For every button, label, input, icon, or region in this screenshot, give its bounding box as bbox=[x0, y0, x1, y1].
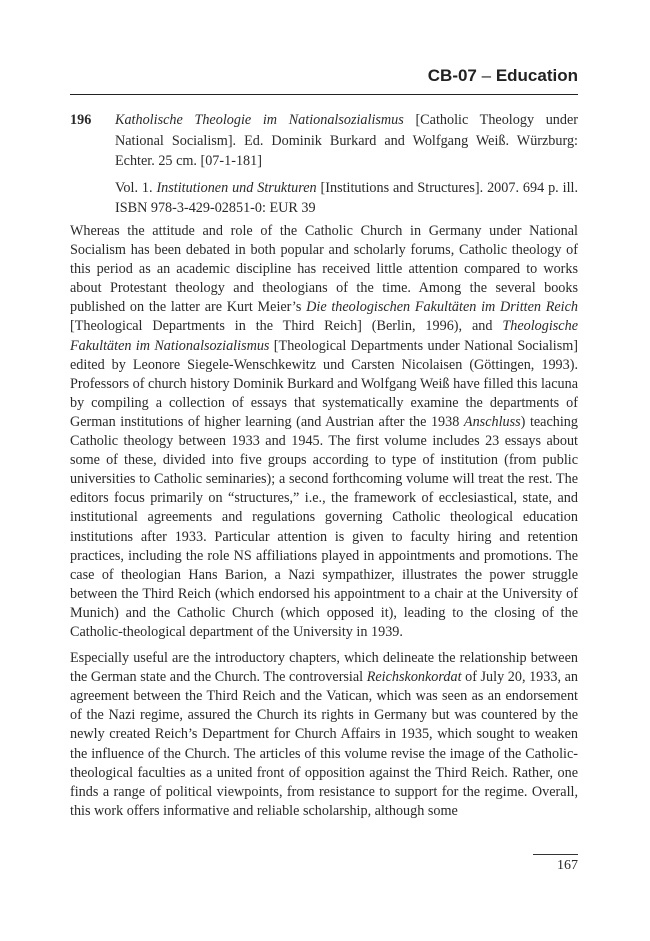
text-run: of July 20, 1933, an agreement between the Third Reich and the Vatican, which was seen as an endorsement of the Nazi regime, assured the Church its rights in Germany but was countered by the newly created Reich’s Department for Church Affairs in 1935, which sought to weaken the influence of the Church. The articles of this volume revise the image of the Catholic-theological faculties as a united front of opposition against the Third Reich. Rather, one finds a range of political viewpoints, from resistance to support for the regime. Overall, this work offers informative and reliable scholarship, although some bbox=[70, 669, 578, 819]
text-run: [Theological Departments in the Third Reich] (Berlin, 1996), and bbox=[70, 318, 503, 335]
review-body bbox=[70, 222, 578, 828]
bibliographic-entry bbox=[70, 110, 578, 219]
text-run: Whereas the attitude and role of the Catholic Church in Germany under National Socialism has been debated in both popular and scholarly forums, Catholic theology of this period as an academic discipline has received little attention compared to works about Protestant theology and theologians of the time. Among the several books published on the latter are Kurt Meier’s bbox=[70, 223, 578, 316]
entry-title: Katholische Theologie im Nationalsozialismus bbox=[115, 112, 404, 128]
review-paragraph-2 bbox=[70, 649, 578, 821]
review-paragraph-1 bbox=[70, 222, 578, 642]
text-run: [Theological Departments under National Socialism] edited by Leonore Siegele-Wenschkewitz und Carsten Nicolaisen (Göttingen, 1993). Professors of church history Dominik Burkard and Wolfgang Weiß have filled this lacuna by compiling a collection of essays that systematically examine the departments of German institutions of higher learning (and Austrian after the 1938 bbox=[70, 337, 579, 430]
entry-volume bbox=[115, 178, 578, 219]
header-rule bbox=[70, 94, 578, 95]
volume-prefix: Vol. 1. bbox=[115, 179, 157, 196]
italic-term: Anschluss bbox=[463, 413, 521, 430]
running-header bbox=[70, 66, 578, 86]
header-separator: – bbox=[481, 66, 492, 85]
entry-citation bbox=[115, 110, 578, 172]
footer-rule bbox=[533, 854, 578, 855]
section-code: CB-07 bbox=[427, 66, 477, 85]
volume-title: Institutionen und Strukturen bbox=[156, 179, 317, 196]
volume-details: [Institutions and Structures]. 2007. 694 p. ill. ISBN 978-3-429-02851-0: EUR 39 bbox=[115, 179, 579, 216]
page-number: 167 bbox=[557, 858, 578, 873]
text-run: ) teaching Catholic theology between 1933 and 1945. The first volume includes 23 essays about some of these, divided into five groups according to type of institution (from public universities to Catholic seminaries); a second forthcoming volume will treat the rest. The editors focus primarily on “structures,” i.e., the framework of ecclesiastical, state, and institutional agreements and regulations governing Catholic theological education institutions after 1933. Particular attention is given to faculty hiring and retention practices, including the role NS affiliations played in appointments and promotions. The case of theologian Hans Barion, a Nazi sympathizer, illustrates the power struggle between the Third Reich (which endorsed his appointment to a chair at the University of Munich) and the Catholic Church (which opposed it), leading to the closing of the Catholic-theological department of the University in 1939. bbox=[70, 413, 578, 640]
section-title: Education bbox=[495, 66, 578, 85]
italic-term: Reichskonkordat bbox=[366, 669, 462, 686]
entry-citation-details: [Catholic Theology under National Socialism]. Ed. Dominik Burkard and Wolfgang Weiß. Würzburg: Echter. 25 cm. [07-1-181] bbox=[115, 112, 578, 169]
text-run: Especially useful are the introductory chapters, which delineate the relationship between the German state and the Church. The controversial bbox=[70, 650, 578, 686]
entry-number: 196 bbox=[70, 112, 92, 128]
italic-title: Theologische Fakultäten im Nationalsozialismus bbox=[70, 318, 578, 354]
italic-title: Die theologischen Fakultäten im Dritten Reich bbox=[306, 299, 578, 316]
